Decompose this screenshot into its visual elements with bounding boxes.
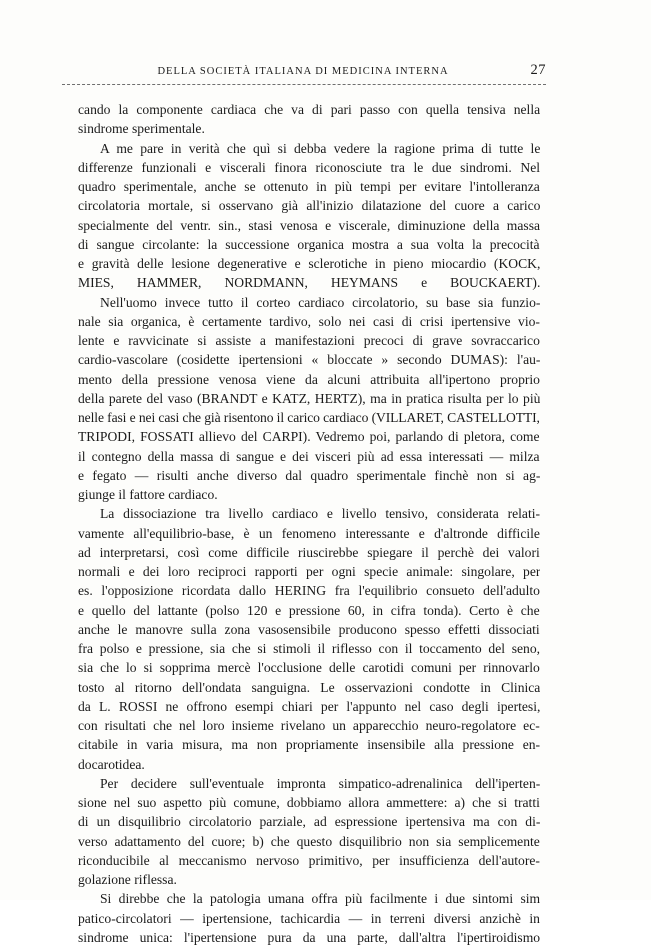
text-line: fra polso e pressione, sia che si stimoli il riflesso con il toccamento del seno,	[78, 641, 540, 656]
text-line: di un disquilibrio circolatorio parziale, ad espressione ipertensiva ma con di-	[78, 814, 540, 830]
text-line: docarotidea.	[78, 756, 145, 772]
text-line: quadro sperimentale, anche se ottenuto in più tempi per evitare l'intolleranza	[78, 179, 540, 194]
text-line: La dissociazione tra livello cardiaco e livello tensivo, considerata relati-	[100, 506, 540, 522]
text-line: il contegno della massa di sangue e dei visceri più ad essa interessati — milza	[78, 448, 540, 464]
text-line: e gravità delle lesione degenerative e sclerotiche in pieno miocardio (KOCK,	[78, 256, 540, 271]
text-line: TRIPODI, FOSSATI allievo del CARPI). Vedremo poi, parlando di pletora, come	[78, 429, 540, 445]
text-line: normali e dei loro reciproci rapporti per ogni specie animale: singolare, per	[78, 564, 540, 579]
page-number: 27	[530, 62, 546, 78]
text-line: patico-circolatori — ipertensione, tachicardia — in terreni diversi anzichè in	[78, 910, 540, 926]
text-line: ad interpretarsi, così come difficile riuscirebbe spiegare il perchè dei valori	[78, 544, 540, 560]
text-line: MIES, HAMMER, NORDMANN, HEYMANS e BOUCKAERT).	[78, 275, 540, 291]
text-line: Nell'uomo invece tutto il corteo cardiaco circolatorio, su base sia funzio-	[100, 294, 540, 310]
text-line: golazione riflessa.	[78, 872, 177, 887]
text-line: giunge il fattore cardiaco.	[78, 487, 218, 502]
text-line: Si direbbe che la patologia umana offra più facilmente i due sintomi sim	[100, 891, 540, 907]
text-line: sindrome sperimentale.	[78, 121, 205, 137]
text-line: verso adattamento del cuore; b) che questo disquilibrio non sia semplicemente	[78, 833, 540, 849]
text-line: mento della pressione venosa viene da alcuni attribuita all'ipertono proprio	[78, 371, 540, 387]
text-line: lente e ravvicinate si assiste a manifestazioni precoci di grave sovraccarico	[78, 333, 540, 348]
text-line: es. l'opposizione ricordata dallo HERING fra l'equilibrio consueto dell'adulto	[78, 583, 540, 599]
text-line: della parete del vaso (BRANDT e KATZ, HERTZ), ma in pratica risulta per lo più	[78, 390, 540, 406]
text-line: A me pare in verità che quì si debba vedere la ragione prima di tutte le	[100, 140, 540, 156]
text-line: tosto al ritorno dell'ondata sanguigna. Le osservazioni condotte in Clinica	[78, 679, 540, 695]
text-line: sindrome unica: l'ipertensione pura da una parte, dall'altra l'ipertiroidismo	[78, 929, 540, 945]
running-title: DELLA SOCIETÀ ITALIANA DI MEDICINA INTERNA	[157, 66, 449, 77]
text-line: circolatoria mortale, si osservano già all'inizio dilatazione del cuore a carico	[78, 198, 540, 214]
text-line: cardio-vascolare (cosidette ipertensioni « bloccate » secondo DUMAS): l'au-	[78, 352, 540, 368]
text-line: specialmente del ventr. sin., stasi venosa e viscerale, diminuzione della massa	[78, 217, 540, 233]
text-line: vamente all'equilibrio-base, è un fenomeno interessante e d'altronde difficile	[78, 525, 540, 541]
text-line: citabile in varia misura, ma non propriamente insensibile alla pressione en-	[78, 737, 540, 753]
page-header	[60, 62, 546, 82]
text-line: di sangue circolante: la successione organica mostra a sua volta la precocità	[78, 236, 540, 252]
text-line: e quello del lattante (polso 120 e pressione 60, in cifra tonda). Certo è che	[78, 602, 540, 618]
text-line: nale sia organica, è certamente tardivo, solo nei casi di crisi ipertensive vio-	[78, 313, 540, 329]
text-line: sione nel suo aspetto più comune, dobbiamo allora ammettere: a) che si tratti	[78, 795, 540, 810]
text-line: con risultati che nel loro insieme rivelano un apparecchio neuro-regolatore ec-	[78, 718, 540, 733]
text-line: differenze funzionali e viscerali finora riconosciute tra le due sindromi. Nel	[78, 159, 540, 175]
body-text	[78, 100, 540, 947]
text-line: anche le manovre sulla zona vasosensibile producono spesso effetti dissociati	[78, 621, 540, 637]
text-line: e fegato — risulti anche diverso dal quadro sperimentale finchè non si ag-	[78, 467, 540, 483]
text-line: riconducibile al meccanismo nervoso primitivo, per insufficienza dell'autore-	[78, 852, 540, 868]
text-line: nelle fasi e nei casi che già risentono il carico cardiaco (VILLARET, CASTELLOTTI,	[78, 410, 540, 425]
text-line: Per decidere sull'eventuale impronta simpatico-adrenalinica dell'iperten-	[100, 775, 540, 791]
text-line: sia che lo si sopprima mercè l'occlusione delle carotidi comuni per rinnovarlo	[78, 660, 540, 676]
text-line: da L. ROSSI ne offrono esempi chiari per l'appunto nel caso degli ipertesi,	[78, 698, 540, 714]
text-line: cando la componente cardiaca che va di pari passo con quella tensiva nella	[78, 102, 540, 117]
header-rule	[62, 84, 546, 85]
